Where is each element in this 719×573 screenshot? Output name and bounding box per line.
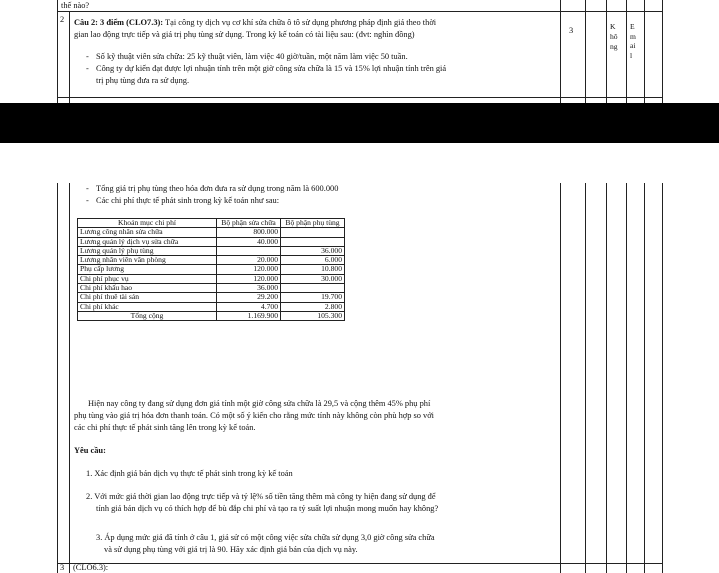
method-line: ai — [630, 41, 636, 50]
table-cell: Lương quản lý phụ tùng — [78, 246, 217, 255]
table-cell: Chi phí thuê tài sản — [78, 293, 217, 302]
table-total-row — [78, 311, 345, 320]
table-row — [78, 237, 345, 246]
mode-line: ng — [610, 42, 618, 51]
table-cell: Lương nhân viên văn phòng — [78, 256, 217, 265]
bullet-dash: - — [86, 184, 89, 193]
row-divider — [57, 563, 662, 564]
grid-line — [57, 183, 58, 573]
grid-line — [57, 0, 58, 103]
table-row — [78, 293, 345, 302]
row-divider — [57, 11, 662, 12]
grid-line — [662, 0, 663, 103]
table-cell: Tổng cộng — [78, 311, 217, 320]
cost-table — [77, 218, 345, 321]
bullet-dash: - — [86, 196, 89, 205]
table-row — [78, 228, 345, 237]
table-cell — [281, 237, 345, 246]
bullet-item: Số kỹ thuật viên sửa chữa: 25 kỹ thuật viên, làm việc 40 giờ/tuần, một năm làm việc 50 tuần. — [96, 52, 408, 61]
exam-page-main — [0, 143, 719, 573]
table-cell: Chi phí khác — [78, 302, 217, 311]
bullet-item: Công ty dự kiến đạt được lợi nhuận tính trên một giờ công sửa chữa là 15 và 15% lợi nhuận tính trên giá — [96, 64, 447, 73]
table-cell: 6.000 — [281, 256, 345, 265]
table-cell: 2.800 — [281, 302, 345, 311]
table-row — [78, 265, 345, 274]
table-cell: 30.000 — [281, 274, 345, 283]
grid-line — [606, 183, 607, 573]
submission-method-cell — [630, 22, 636, 60]
mode-line: hô — [610, 32, 618, 41]
grid-line — [560, 183, 561, 573]
bullet-item: Các chi phí thực tế phát sinh trong kỳ kế toán như sau: — [96, 196, 280, 205]
table-cell: Lương quản lý dịch vụ sửa chữa — [78, 237, 217, 246]
table-cell: 19.700 — [281, 293, 345, 302]
paragraph-line: Hiện nay công ty đang sử dụng đơn giá tính một giờ công sửa chữa là 29,5 và cộng thêm 45% phụ phí — [88, 399, 431, 408]
column-header: Bộ phận sửa chữa — [217, 219, 281, 228]
exam-page-top — [0, 0, 719, 103]
column-header: Khoản mục chi phí — [78, 219, 217, 228]
bullet-dash: - — [86, 52, 89, 61]
next-question-label: (CLO6.3): — [73, 563, 109, 572]
question-body-line-2: gian lao động trực tiếp và giá trị phụ tùng sử dụng. Trong kỳ kế toán có tài liệu sau: (đvt: nghìn đồng) — [74, 30, 415, 39]
table-cell: 120.000 — [217, 265, 281, 274]
method-line: l — [630, 50, 633, 60]
table-cell — [281, 228, 345, 237]
paragraph-line: phụ tùng vào giá trị hóa đơn thanh toán. Có một số ý kiến cho rằng mức tính này không còn phù hợp so với — [74, 411, 434, 420]
bullet-dash: - — [86, 64, 89, 73]
grid-line — [69, 12, 70, 103]
paragraph-line: các chi phí thực tế phát sinh tăng lên trong kỳ kế toán. — [74, 423, 256, 432]
grid-line — [662, 183, 663, 573]
bullet-item: Tổng giá trị phụ tùng theo hóa đơn đưa ra sử dụng trong năm là 600.000 — [96, 184, 339, 193]
requirement-item: 1. Xác định giá bán dịch vụ thực tế phát sinh trong kỳ kế toán — [86, 469, 293, 478]
grid-line — [644, 0, 645, 103]
requirement-item-continued: tính giá bán dịch vụ có thích hợp để bù đắp chi phí và tạo ra tỷ suất lợi nhuận mong muốn hay không? — [96, 504, 439, 513]
requirements-heading: Yêu cầu: — [74, 446, 106, 455]
table-cell: 1.169.900 — [217, 311, 281, 320]
grid-line — [626, 0, 627, 103]
question-title — [74, 17, 436, 28]
row-divider — [57, 97, 662, 98]
grid-line — [69, 183, 70, 573]
table-cell: 40.000 — [217, 237, 281, 246]
grid-line — [606, 0, 607, 103]
grid-line — [626, 183, 627, 573]
question-body-line-1: Tại công ty dịch vụ cơ khí sửa chữa ô tô sử dụng phương pháp định giá theo thời — [163, 18, 437, 27]
grid-line — [560, 0, 561, 103]
table-cell: 800.000 — [217, 228, 281, 237]
question-heading: Câu 2: 3 điểm (CLO7.3): — [74, 18, 164, 27]
table-cell: 120.000 — [217, 274, 281, 283]
table-cell: 36.000 — [281, 246, 345, 255]
mode-line: K — [610, 22, 616, 31]
grid-line — [585, 0, 586, 103]
row-number: 3 — [60, 563, 65, 572]
table-cell: Chi phí khấu hao — [78, 284, 217, 293]
table-cell: 29.200 — [217, 293, 281, 302]
previous-question-tail: thế nào? — [61, 1, 90, 10]
bullet-item-continued: trị phụ tùng đưa ra sử dụng. — [96, 76, 190, 85]
table-row — [78, 302, 345, 311]
requirement-item: 2. Với mức giá thời gian lao động trực tiếp và tỷ lệ% số tiền tăng thêm mà công ty hiện đang sử dụng để — [86, 492, 436, 501]
table-cell: 36.000 — [217, 284, 281, 293]
requirement-item: 3. Áp dụng mức giá đã tính ở câu 1, giả sử có một công việc sửa chữa sử dụng 3,0 giờ công sửa chữa — [96, 533, 435, 542]
table-cell: 10.800 — [281, 265, 345, 274]
method-line: E — [630, 22, 635, 31]
requirement-item-continued: và sử dụng phụ tùng với giá trị là 90. Hãy xác định giá bán của dịch vụ này. — [104, 545, 358, 554]
exam-mode-cell — [610, 22, 618, 52]
table-cell: Phụ cấp lương — [78, 265, 217, 274]
table-cell: Chi phí phục vụ — [78, 274, 217, 283]
grid-line — [585, 183, 586, 573]
method-line: m — [630, 31, 636, 41]
table-cell: 4.700 — [217, 302, 281, 311]
score-cell: 3 — [569, 26, 574, 35]
grid-line — [644, 183, 645, 573]
row-number: 2 — [60, 15, 65, 24]
column-header: Bộ phận phụ tùng — [281, 219, 345, 228]
table-cell: 105.300 — [281, 311, 345, 320]
table-cell: Lương công nhân sửa chữa — [78, 228, 217, 237]
table-cell: 20.000 — [217, 256, 281, 265]
